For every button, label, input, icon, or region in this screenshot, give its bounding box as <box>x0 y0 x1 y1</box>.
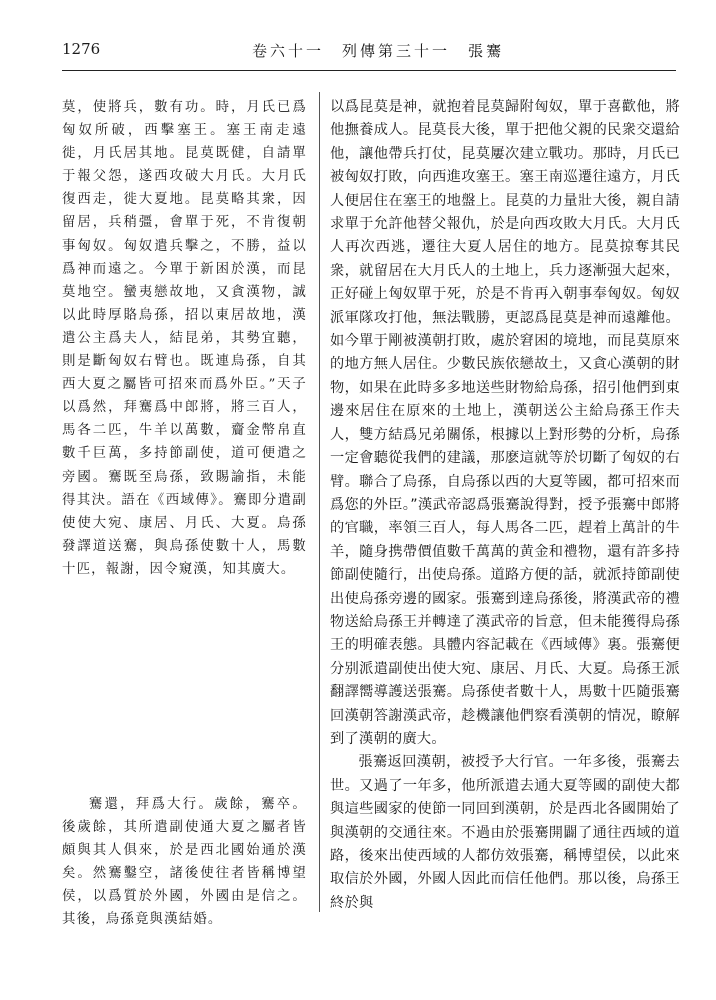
header-rule <box>62 70 676 71</box>
original-text-column <box>62 96 307 932</box>
page-number: 1276 <box>62 40 101 58</box>
paragraph-spacer <box>62 581 307 793</box>
translation-paragraph-2: 張騫返回漢朝，被授予大行官。一年多後，張騫去世。又過了一年多，他所派遣去通大夏等國的副使大都與這些國家的使節一同回到漢朝，於是西北各國開始了與漢朝的交通往來。不過由於張騫開闢了通往西域的道路，後來出使西域的人都仿效張騫，稱博望侯，以此來取信於外國，外國人因此而信任他們。那以後，烏孫王終於與 <box>330 754 680 911</box>
original-paragraph-1: 莫，使將兵，數有功。時，月氏已爲匈奴所破，西擊塞王。塞王南走遠徙，月氏居其地。昆莫既健，自請單于報父怨，遂西攻破大月氏。大月氏復西走，徙大夏地。昆莫略其衆，因留居，兵稍彊，會單于死，不肯復朝事匈奴。匈奴遣兵擊之，不勝，益以爲神而遠之。今單于新困於漢，而昆莫地空。蠻夷戀故地，又貪漢物，誠以此時厚賂烏孫，招以東居故地，漢遣公主爲夫人，結昆弟，其勢宜聽，則是斷匈奴右臂也。既連烏孫，自其西大夏之屬皆可招來而爲外臣。”天子以爲然，拜騫爲中郎將，將三百人，馬各二匹，牛羊以萬數，齎金幣帛直數千巨萬，多持節副使，道可便遣之旁國。騫既至烏孫，致賜諭指，未能得其決。語在《西域傳》。騫即分遣副使使大宛、康居、月氏、大夏。烏孫發譯道送騫，與烏孫使數十人，馬數十匹，報謝，因令窺漢，知其廣大。 <box>62 100 307 577</box>
column-divider <box>319 92 320 912</box>
running-title: 卷六十一 列傳第三十一 張騫 <box>252 42 505 60</box>
original-paragraph-2: 騫還，拜爲大行。歲餘，騫卒。後歲餘，其所遣副使通大夏之屬者皆頗與其人俱來，於是西北國始通於漢矣。然騫鑿空，諸後使往者皆稱博望侯，以爲質於外國，外國由是信之。其後，烏孫竟與漢結婚。 <box>62 796 307 928</box>
page-header <box>62 40 676 68</box>
translation-text-column <box>330 96 680 915</box>
translation-paragraph-1: 以爲昆莫是神，就抱着昆莫歸附匈奴，單于喜歡他，將他撫養成人。昆莫長大後，單于把他父親的民衆交還給他，讓他帶兵打仗，昆莫屢次建立戰功。那時，月氏已被匈奴打敗，向西進攻塞王。塞王南巡遷往遠方，月氏人便居住在塞王的地盤上。昆莫的力量壯大後，親自請求單于允許他替父報仇，於是向西攻敗大月氏。大月氏人再次西逃，遷往大夏人居住的地方。昆莫掠奪其民衆，就留居在大月氏人的土地上，兵力逐漸强大起來，正好碰上匈奴單于死，於是不肯再入朝事奉匈奴。匈奴派軍隊攻打他，無法戰勝，更認爲昆莫是神而遠離他。如今單于剛被漢朝打敗，處於窘困的境地，而昆莫原來的地方無人居住。少數民族依戀故土，又貪心漢朝的財物，如果在此時多多地送些財物給烏孫，招引他們到東邊來居住在原來的土地上，漢朝送公主給烏孫王作夫人，雙方結爲兄弟關係，根據以上對形勢的分析，烏孫一定會聽從我們的建議，那麽這就等於切斷了匈奴的右臂。聯合了烏孫，自烏孫以西的大夏等國，都可招來而爲您的外臣。”漢武帝認爲張騫說得對，授予張騫中郎將的官職，率領三百人，每人馬各二匹，趕着上萬計的牛羊，隨身携帶價值數千萬萬的黄金和禮物，還有許多持節副使隨行，出使烏孫。道路方便的話，就派持節副使出使烏孫旁邊的國家。張騫到達烏孫後，將漢武帝的禮物送給烏孫王并轉達了漢武帝的旨意，但未能獲得烏孫王的明確表態。具體内容記載在《西域傳》裏。張騫便分别派遣副使出使大宛、康居、月氏、大夏。烏孫王派翻譯嚮導護送張騫。烏孫使者數十人，馬數十匹隨張騫回漢朝答謝漢武帝，趁機讓他們察看漢朝的情况，瞭解到了漢朝的廣大。 <box>330 99 680 747</box>
